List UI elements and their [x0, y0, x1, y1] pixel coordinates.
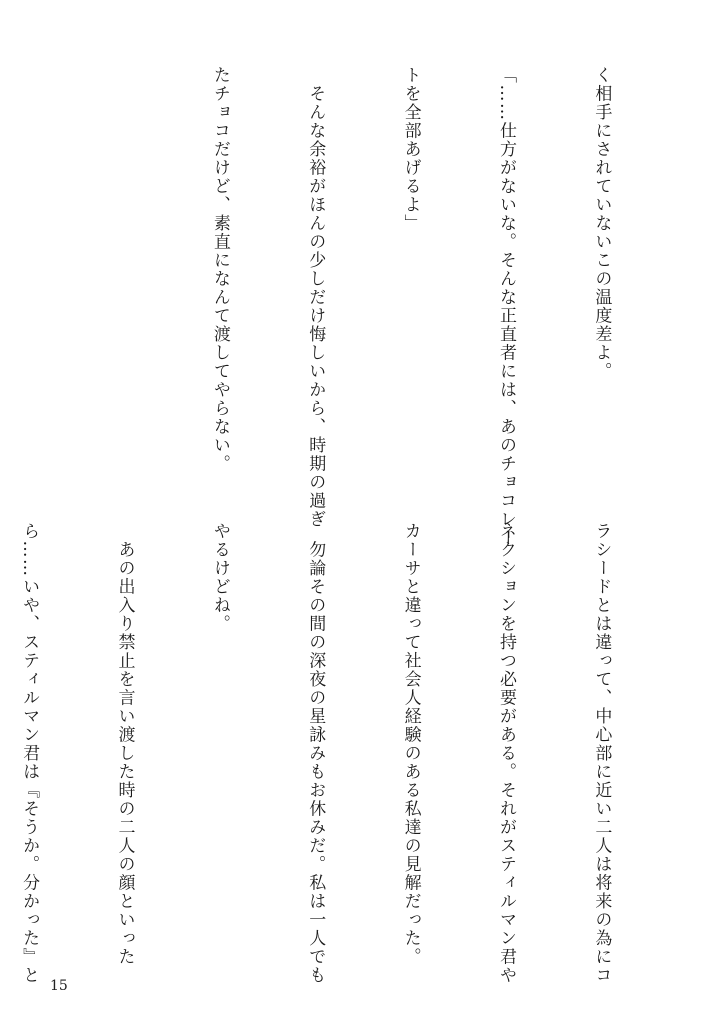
text-line: 「……仕方がないな。そんな正直者には、あのチョコレー [496, 66, 517, 547]
text-line: ラシードとは違って、中心部に近い二人は将来の為にコ [591, 522, 612, 985]
text-line: そんな余裕がほんの少しだけ悔しいから、時期の過ぎ [305, 66, 326, 529]
text-line: トを全部あげるよ」 [400, 66, 421, 233]
text-line: たチョコだけど、素直になんて渡してやらない。 [209, 66, 230, 473]
text-block-top [44, 66, 680, 547]
text-line [108, 66, 140, 504]
text-line: カーサと違って社会人経験のある私達の見解だった。 [400, 522, 421, 966]
text-block-bottom [19, 522, 680, 985]
text-line: やるけどね。 [209, 522, 230, 633]
text-line: ら……いや、スティルマン君は『そうか。分かった』と [19, 522, 40, 985]
text-line: く相手にされていないこの温度差よ。 [591, 66, 612, 381]
text-line: あの出入り禁止を言い渡した時の二人の顔といった [114, 522, 135, 966]
text-line: 勿論その間の深夜の星詠みもお休みだ。私は一人でも [305, 522, 326, 985]
page-number: 15 [50, 978, 68, 994]
text-line: ネクションを持つ必要がある。それがスティルマン君や [496, 522, 517, 985]
text-line [12, 66, 44, 504]
